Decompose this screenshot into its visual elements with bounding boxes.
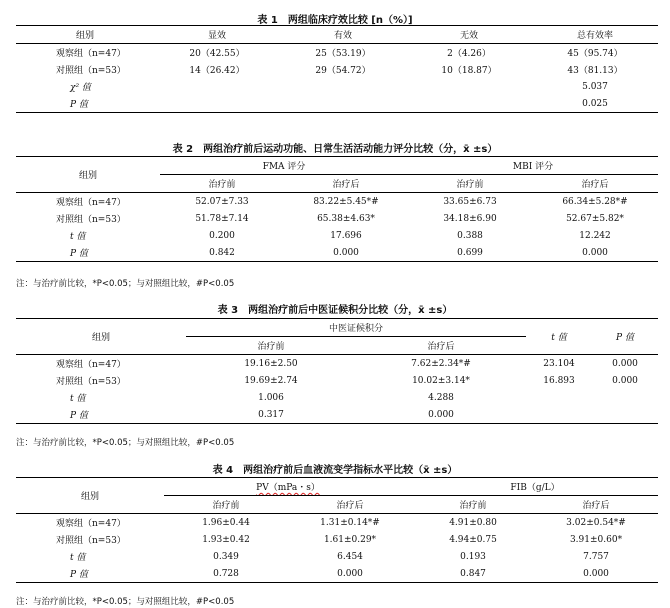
table2-caption: 表 2 两组治疗前后运动功能、日常生活活动能力评分比较（分，x̄ ±s）	[172, 144, 498, 155]
table-row: 对照组（n=53） 14（26.42） 29（54.72） 10（18.87） 43（81.13）	[56, 66, 623, 76]
table3-header-row	[16, 319, 658, 337]
table2-header-mbi: MBI 评分	[408, 157, 658, 175]
table2-subheader-row: 治疗前 治疗后 治疗前 治疗后	[16, 175, 658, 193]
table-row: P 值 0.728 0.000 0.847 0.000	[16, 565, 658, 583]
table-row: 对照组（n=53） 51.78±7.14 65.38±4.63* 34.18±6.90 52.67±5.82*	[56, 213, 624, 225]
table-row: t 值 1.006 4.288	[70, 392, 454, 404]
table-row: P 值 0.317 0.000	[16, 406, 658, 424]
table4-header-row	[16, 478, 658, 496]
table-row: 对照组（n=53） 19.69±2.74 10.02±3.14* 16.893 0.000	[56, 375, 638, 387]
table2-header-group: 组别	[16, 157, 160, 193]
table3-header-tcm: 中医证候积分	[186, 319, 526, 337]
table3-header-group: 组别	[16, 319, 186, 355]
table1-header-row	[16, 26, 658, 44]
table4	[16, 477, 658, 583]
table3-subheader-row: 治疗前 治疗后	[16, 337, 658, 355]
table3-header-t: t 值	[526, 319, 592, 355]
table-row: 观察组（n=47） 52.07±7.33 83.22±5.45*# 33.65±6.73 66.34±5.28*#	[56, 196, 628, 208]
table-row: P 值 0.025	[16, 95, 658, 113]
table4-header-pv-label: PV（mPa・s）	[256, 483, 320, 493]
table-row: 对照组（n=53） 1.93±0.42 1.61±0.29* 4.94±0.75 3.91±0.60*	[56, 534, 623, 546]
table2-header-row	[16, 157, 658, 175]
table3-caption: 表 3 两组治疗前后中医证候积分比较（分，x̄ ±s）	[217, 305, 453, 316]
table4-subheader-row: 治疗前 治疗后 治疗前 治疗后	[16, 496, 658, 514]
table4-note: 注：与治疗前比较，*P<0.05；与对照组比较，#P<0.05	[16, 597, 235, 607]
table3	[16, 318, 658, 424]
table1	[16, 25, 658, 113]
table4-caption: 表 4 两组治疗前后血液流变学指标水平比较（x̄ ±s）	[212, 465, 458, 476]
table-row: 观察组（n=47） 20（42.55） 25（53.19） 2（4.26） 45（95.74）	[56, 49, 623, 59]
table-row: χ² 值 5.037	[70, 81, 608, 93]
table-row: 观察组（n=47） 19.16±2.50 7.62±2.34*# 23.104 0.000	[56, 358, 638, 370]
table3-note: 注：与治疗前比较，*P<0.05；与对照组比较，#P<0.05	[16, 438, 235, 448]
table1-header-ineffective: 无效	[406, 26, 532, 44]
table1-header-total: 总有效率	[532, 26, 658, 44]
table1-header-marked: 显效	[154, 26, 280, 44]
table2-header-fma: FMA 评分	[160, 157, 408, 175]
table2-note: 注：与治疗前比较，*P<0.05；与对照组比较，#P<0.05	[16, 279, 235, 289]
table-row: P 值 0.842 0.000 0.699 0.000	[16, 244, 658, 262]
table-row: 观察组（n=47） 1.96±0.44 1.31±0.14*# 4.91±0.80 3.02±0.54*#	[56, 517, 626, 529]
table-row: t 值 0.200 17.696 0.388 12.242	[70, 230, 611, 242]
table1-caption: 表 1 两组临床疗效比较 [n（%）]	[257, 15, 413, 26]
table1-header-effective: 有效	[280, 26, 406, 44]
table4-header-group: 组别	[16, 478, 164, 514]
table-row: t 值 0.349 6.454 0.193 7.757	[70, 551, 609, 563]
table4-header-fib: FIB（g/L）	[412, 478, 658, 496]
table4-header-pv	[164, 478, 412, 496]
table2	[16, 156, 658, 262]
table3-header-p: P 值	[592, 319, 658, 355]
table1-header-group: 组别	[16, 26, 154, 44]
